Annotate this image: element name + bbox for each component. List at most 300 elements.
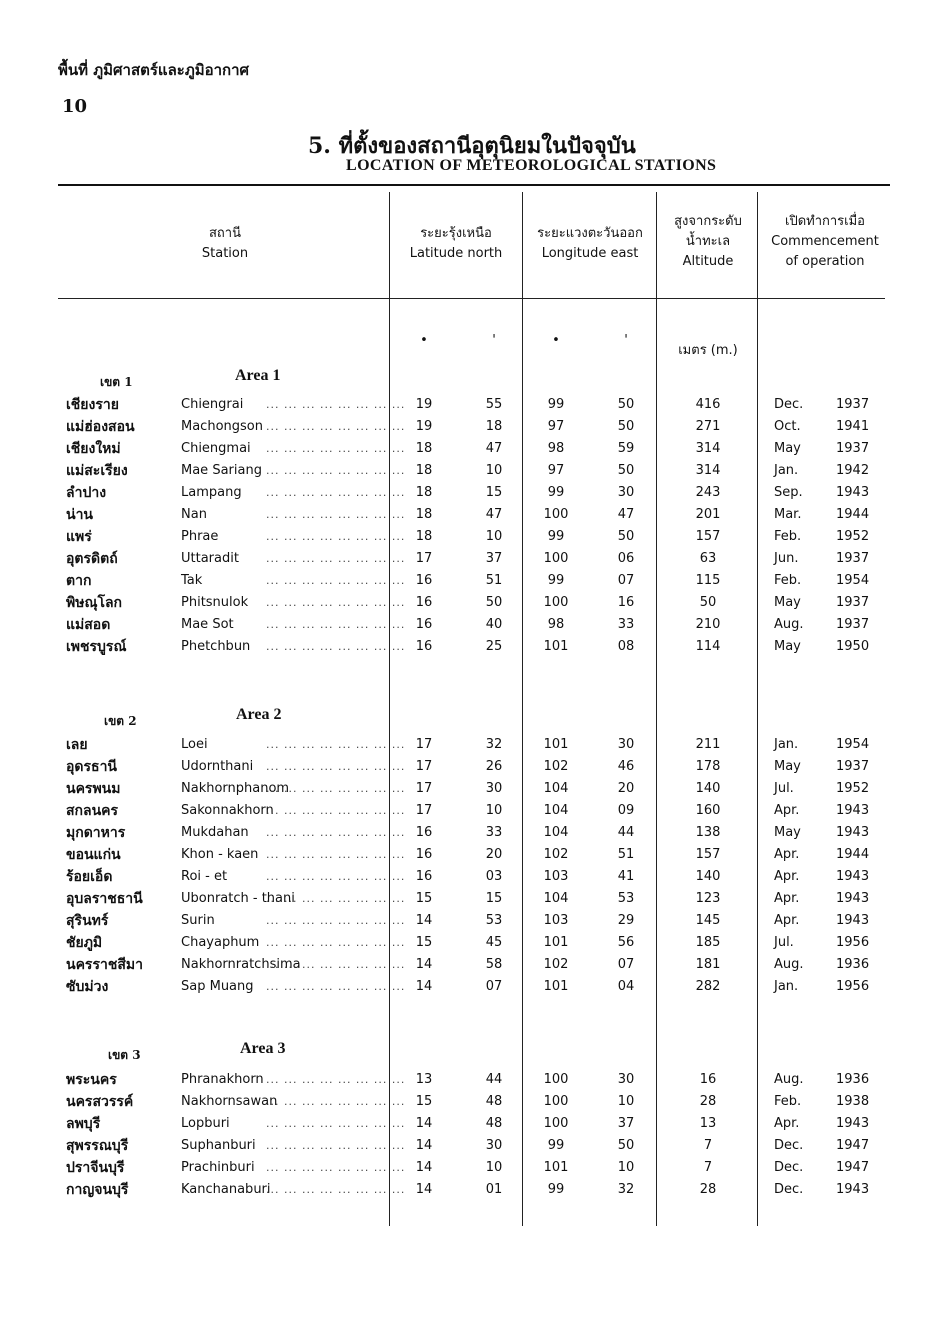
longitude-minutes: 53: [617, 891, 635, 906]
latitude-degrees: 18: [415, 485, 433, 500]
station-thai-name: เชียงราย: [66, 397, 119, 413]
longitude-minutes: 10: [617, 1160, 635, 1175]
station-name: Udornthani: [181, 759, 254, 774]
altitude-value: 115: [695, 573, 721, 588]
station-name: Mae Sariang: [181, 463, 262, 478]
table-row: [0, 1069, 941, 1091]
altitude-value: 210: [695, 617, 721, 632]
table-row: [0, 756, 941, 778]
operation-year: 1943: [836, 869, 870, 884]
operation-month: Dec.: [774, 397, 804, 412]
operation-year: 1943: [836, 913, 870, 928]
operation-month: Dec.: [774, 1182, 804, 1197]
operation-month: Sep.: [774, 485, 803, 500]
station-name: Nakhornsawan: [181, 1094, 278, 1109]
latitude-degrees: 19: [415, 397, 433, 412]
operation-year: 1954: [836, 737, 870, 752]
table-row: [0, 394, 941, 416]
latitude-degrees: 17: [415, 737, 433, 752]
latitude-minutes: 15: [485, 485, 503, 500]
column-header-operation-thai: เปิดทำการเมื่อ: [785, 214, 865, 229]
longitude-degrees: 103: [543, 913, 569, 928]
latitude-degrees: 15: [415, 891, 433, 906]
latitude-degrees: 14: [415, 1160, 433, 1175]
operation-month: May: [774, 825, 801, 840]
latitude-minutes: 53: [485, 913, 503, 928]
operation-month: May: [774, 759, 801, 774]
longitude-minutes: 29: [617, 913, 635, 928]
column-header-longitude-english: Longitude east: [541, 246, 639, 261]
station-name: Kanchanaburi: [181, 1182, 271, 1197]
latitude-minutes: 03: [485, 869, 503, 884]
table-row: [0, 636, 941, 658]
altitude-value: 28: [699, 1094, 717, 1109]
page-number: 10: [62, 96, 88, 117]
station-thai-name: นครสวรรค์: [66, 1094, 134, 1110]
station-thai-name: เชียงใหม่: [66, 441, 121, 457]
altitude-value: 181: [695, 957, 721, 972]
station-thai-name: อุบลราชธานี: [66, 891, 143, 907]
operation-month: Jul.: [774, 781, 794, 796]
station-thai-name: พระนคร: [66, 1072, 117, 1088]
longitude-degrees: 101: [543, 639, 569, 654]
operation-month: Apr.: [774, 913, 800, 928]
operation-month: Feb.: [774, 573, 802, 588]
leader-dots: ... ... ... ... ... ... ... ...: [266, 398, 406, 411]
latitude-minutes: 32: [485, 737, 503, 752]
operation-year: 1937: [836, 595, 870, 610]
latitude-minutes: 15: [485, 891, 503, 906]
operation-year: 1938: [836, 1094, 870, 1109]
latitude-degrees: 16: [415, 617, 433, 632]
altitude-value: 314: [695, 463, 721, 478]
leader-dots: ... ... ... ... ... ... ... ...: [266, 914, 406, 927]
station-thai-name: แม่สอด: [66, 617, 111, 633]
longitude-minutes: 44: [617, 825, 635, 840]
operation-month: Oct.: [774, 419, 801, 434]
operation-year: 1944: [836, 847, 870, 862]
latitude-minutes: 51: [485, 573, 503, 588]
longitude-degrees: 104: [543, 781, 569, 796]
area-label-thai: เขต 2: [104, 714, 137, 728]
leader-dots: ... ... ... ... ... ... ... ...: [266, 618, 406, 631]
table-row: [0, 844, 941, 866]
longitude-degrees: 100: [543, 551, 569, 566]
column-header-altitude-thai-1: สูงจากระดับ: [674, 214, 742, 229]
altitude-value: 157: [695, 847, 721, 862]
table-row: [0, 460, 941, 482]
longitude-minutes: 50: [617, 397, 635, 412]
latitude-degrees: 16: [415, 573, 433, 588]
operation-month: Feb.: [774, 529, 802, 544]
station-name: Lampang: [181, 485, 242, 500]
longitude-degrees: 99: [547, 573, 565, 588]
table-row: [0, 822, 941, 844]
column-header-operation: [760, 212, 890, 272]
leader-dots: ... ... ... ... ... ... ... ...: [266, 782, 406, 795]
longitude-minutes: 20: [617, 781, 635, 796]
altitude-value: 123: [695, 891, 721, 906]
operation-year: 1941: [836, 419, 870, 434]
longitude-degrees: 97: [547, 419, 565, 434]
latitude-minutes: 45: [485, 935, 503, 950]
longitude-degrees: 99: [547, 1182, 565, 1197]
longitude-degrees: 100: [543, 595, 569, 610]
station-name: Nan: [181, 507, 207, 522]
latitude-minutes: 18: [485, 419, 503, 434]
column-header-latitude-english: Latitude north: [409, 246, 503, 261]
leader-dots: ... ... ... ... ... ... ... ...: [266, 464, 406, 477]
station-name: Mae Sot: [181, 617, 234, 632]
longitude-degrees: 104: [543, 825, 569, 840]
column-header-latitude-thai: ระยะรุ้งเหนือ: [420, 226, 492, 241]
longitude-minutes: 56: [617, 935, 635, 950]
table-row: [0, 614, 941, 636]
longitude-minutes: 10: [617, 1094, 635, 1109]
station-thai-name: เพชรบูรณ์: [66, 639, 127, 655]
leader-dots: ... ... ... ... ... ... ... ...: [266, 936, 406, 949]
station-name: Nakhornphanom: [181, 781, 290, 796]
latitude-degrees: 16: [415, 869, 433, 884]
latitude-minutes: 30: [485, 1138, 503, 1153]
latitude-degrees: 16: [415, 825, 433, 840]
leader-dots: ... ... ... ... ... ... ... ...: [266, 1161, 406, 1174]
leader-dots: ... ... ... ... ... ... ... ...: [266, 574, 406, 587]
operation-year: 1937: [836, 397, 870, 412]
operation-year: 1956: [836, 979, 870, 994]
station-thai-name: อุตรดิตถ์: [66, 551, 118, 567]
station-name: Phitsnulok: [181, 595, 249, 610]
longitude-degrees: 104: [543, 803, 569, 818]
longitude-minutes: 51: [617, 847, 635, 862]
leader-dots: ... ... ... ... ... ... ... ...: [266, 848, 406, 861]
longitude-degrees: 99: [547, 1138, 565, 1153]
latitude-degrees: 14: [415, 1182, 433, 1197]
operation-year: 1943: [836, 803, 870, 818]
operation-month: May: [774, 441, 801, 456]
station-thai-name: อุดรธานี: [66, 759, 117, 775]
leader-dots: ... ... ... ... ... ... ... ...: [266, 804, 406, 817]
altitude-value: 211: [695, 737, 721, 752]
longitude-minutes: 08: [617, 639, 635, 654]
operation-year: 1947: [836, 1138, 870, 1153]
area-label-thai: เขต 1: [100, 375, 133, 389]
altitude-value: 201: [695, 507, 721, 522]
altitude-value: 157: [695, 529, 721, 544]
station-name: Chiengmai: [181, 441, 251, 456]
station-thai-name: เลย: [66, 737, 88, 753]
operation-month: Apr.: [774, 891, 800, 906]
latitude-degrees: 17: [415, 551, 433, 566]
latitude-degrees: 14: [415, 979, 433, 994]
operation-year: 1952: [836, 781, 870, 796]
column-header-longitude-thai: ระยะแวงตะวันออก: [537, 226, 643, 241]
latitude-degrees: 16: [415, 595, 433, 610]
longitude-degrees: 99: [547, 397, 565, 412]
station-name: Lopburi: [181, 1116, 230, 1131]
latitude-degrees: 15: [415, 1094, 433, 1109]
table-row: [0, 482, 941, 504]
station-thai-name: ลำปาง: [66, 485, 107, 501]
station-name: Sakonnakhorn: [181, 803, 274, 818]
latitude-minutes: 40: [485, 617, 503, 632]
longitude-degrees: 99: [547, 485, 565, 500]
latitude-degrees: 18: [415, 463, 433, 478]
operation-year: 1937: [836, 617, 870, 632]
table-top-rule: [58, 184, 890, 186]
leader-dots: ... ... ... ... ... ... ... ...: [266, 958, 406, 971]
column-header-operation-english-1: Commencement: [771, 234, 879, 249]
column-header-latitude: [392, 224, 520, 264]
operation-month: Aug.: [774, 1072, 804, 1087]
operation-year: 1937: [836, 441, 870, 456]
station-thai-name: น่าน: [66, 507, 94, 523]
operation-month: Aug.: [774, 617, 804, 632]
leader-dots: ... ... ... ... ... ... ... ...: [266, 738, 406, 751]
operation-year: 1943: [836, 485, 870, 500]
station-thai-name: ซับม่วง: [66, 979, 109, 995]
longitude-degrees: 100: [543, 507, 569, 522]
leader-dots: ... ... ... ... ... ... ... ...: [266, 1183, 406, 1196]
station-name: Sap Muang: [181, 979, 254, 994]
longitude-minutes: 16: [617, 595, 635, 610]
latitude-degrees: 16: [415, 639, 433, 654]
latitude-minutes: 48: [485, 1116, 503, 1131]
altitude-value: 50: [699, 595, 717, 610]
station-thai-name: แม่สะเรียง: [66, 463, 128, 479]
station-thai-name: นครราชสีมา: [66, 957, 143, 973]
leader-dots: ... ... ... ... ... ... ... ...: [266, 892, 406, 905]
table-row: [0, 438, 941, 460]
altitude-value: 282: [695, 979, 721, 994]
longitude-minutes: 50: [617, 1138, 635, 1153]
longitude-minutes: 46: [617, 759, 635, 774]
longitude-minutes: 47: [617, 507, 635, 522]
station-thai-name: สกลนคร: [66, 803, 119, 819]
station-thai-name: สุพรรณบุรี: [66, 1138, 129, 1154]
table-row: [0, 778, 941, 800]
table-header-rule: [58, 298, 885, 299]
altitude-value: 314: [695, 441, 721, 456]
latitude-minutes: 07: [485, 979, 503, 994]
station-name: Loei: [181, 737, 208, 752]
latitude-degrees: 13: [415, 1072, 433, 1087]
station-thai-name: นครพนม: [66, 781, 121, 797]
operation-year: 1952: [836, 529, 870, 544]
longitude-degrees: 101: [543, 935, 569, 950]
operation-month: Jun.: [774, 551, 799, 566]
operation-year: 1956: [836, 935, 870, 950]
table-row: [0, 570, 941, 592]
operation-year: 1947: [836, 1160, 870, 1175]
longitude-degrees: 97: [547, 463, 565, 478]
operation-month: Aug.: [774, 957, 804, 972]
unit-lat-minute: ': [492, 333, 496, 348]
altitude-value: 63: [699, 551, 717, 566]
altitude-value: 243: [695, 485, 721, 500]
column-header-altitude: [658, 212, 758, 272]
latitude-minutes: 44: [485, 1072, 503, 1087]
latitude-minutes: 20: [485, 847, 503, 862]
latitude-minutes: 55: [485, 397, 503, 412]
station-thai-name: แม่ฮ่องสอน: [66, 419, 135, 435]
operation-month: Dec.: [774, 1160, 804, 1175]
latitude-minutes: 47: [485, 441, 503, 456]
station-name: Prachinburi: [181, 1160, 255, 1175]
altitude-value: 114: [695, 639, 721, 654]
altitude-value: 16: [699, 1072, 717, 1087]
operation-year: 1937: [836, 759, 870, 774]
latitude-minutes: 30: [485, 781, 503, 796]
latitude-degrees: 14: [415, 913, 433, 928]
station-thai-name: ตาก: [66, 573, 92, 589]
table-row: [0, 416, 941, 438]
station-thai-name: พิษณุโลก: [66, 595, 123, 611]
latitude-minutes: 47: [485, 507, 503, 522]
table-row: [0, 1157, 941, 1179]
longitude-minutes: 50: [617, 529, 635, 544]
station-thai-name: ร้อยเอ็ด: [66, 869, 113, 885]
operation-year: 1944: [836, 507, 870, 522]
table-row: [0, 1113, 941, 1135]
latitude-degrees: 18: [415, 441, 433, 456]
latitude-minutes: 58: [485, 957, 503, 972]
running-header: พื้นที่ ภูมิศาสตร์และภูมิอากาศ: [58, 61, 250, 79]
latitude-minutes: 25: [485, 639, 503, 654]
title-thai: 5. ที่ตั้งของสถานีอุตุนิยมในปัจจุบัน: [308, 133, 636, 159]
leader-dots: ... ... ... ... ... ... ... ...: [266, 596, 406, 609]
altitude-value: 145: [695, 913, 721, 928]
table-row: [0, 504, 941, 526]
leader-dots: ... ... ... ... ... ... ... ...: [266, 1073, 406, 1086]
unit-lon-minute: ': [624, 333, 628, 348]
operation-month: May: [774, 639, 801, 654]
latitude-degrees: 17: [415, 759, 433, 774]
altitude-value: 140: [695, 781, 721, 796]
operation-month: Apr.: [774, 803, 800, 818]
table-row: [0, 734, 941, 756]
column-header-station-thai: สถานี: [209, 226, 241, 241]
table-row: [0, 548, 941, 570]
longitude-minutes: 07: [617, 573, 635, 588]
table-row: [0, 1179, 941, 1201]
longitude-minutes: 06: [617, 551, 635, 566]
altitude-value: 271: [695, 419, 721, 434]
longitude-minutes: 07: [617, 957, 635, 972]
station-thai-name: ขอนแก่น: [66, 847, 121, 863]
altitude-value: 178: [695, 759, 721, 774]
operation-year: 1943: [836, 891, 870, 906]
longitude-minutes: 30: [617, 1072, 635, 1087]
longitude-degrees: 101: [543, 979, 569, 994]
station-name: Ubonratch - thani: [181, 891, 295, 906]
latitude-minutes: 10: [485, 463, 503, 478]
operation-month: Jul.: [774, 935, 794, 950]
station-name: Phetchbun: [181, 639, 251, 654]
table-row: [0, 888, 941, 910]
latitude-minutes: 33: [485, 825, 503, 840]
latitude-minutes: 50: [485, 595, 503, 610]
longitude-minutes: 59: [617, 441, 635, 456]
latitude-minutes: 10: [485, 529, 503, 544]
table-row: [0, 1091, 941, 1113]
leader-dots: ... ... ... ... ... ... ... ...: [266, 508, 406, 521]
station-thai-name: กาญจนบุรี: [66, 1182, 129, 1198]
operation-year: 1936: [836, 1072, 870, 1087]
longitude-degrees: 102: [543, 957, 569, 972]
operation-month: Feb.: [774, 1094, 802, 1109]
operation-month: Jan.: [774, 737, 799, 752]
unit-lon-degree: •: [552, 333, 560, 348]
table-row: [0, 1135, 941, 1157]
longitude-minutes: 09: [617, 803, 635, 818]
leader-dots: ... ... ... ... ... ... ... ...: [266, 1095, 406, 1108]
station-name: Nakhornratchsima: [181, 957, 301, 972]
altitude-value: 7: [703, 1160, 713, 1175]
operation-year: 1937: [836, 551, 870, 566]
longitude-degrees: 98: [547, 441, 565, 456]
unit-altitude: เมตร (m.): [678, 343, 738, 358]
operation-year: 1950: [836, 639, 870, 654]
station-name: Phrae: [181, 529, 219, 544]
latitude-minutes: 26: [485, 759, 503, 774]
longitude-minutes: 04: [617, 979, 635, 994]
operation-month: Dec.: [774, 1138, 804, 1153]
station-thai-name: แพร่: [66, 529, 92, 545]
longitude-minutes: 33: [617, 617, 635, 632]
longitude-degrees: 100: [543, 1116, 569, 1131]
area-label: Area 3: [240, 1040, 286, 1057]
leader-dots: ... ... ... ... ... ... ... ...: [266, 640, 406, 653]
operation-year: 1943: [836, 825, 870, 840]
longitude-degrees: 102: [543, 759, 569, 774]
station-name: Khon - kaen: [181, 847, 259, 862]
latitude-minutes: 10: [485, 1160, 503, 1175]
longitude-degrees: 98: [547, 617, 565, 632]
latitude-degrees: 14: [415, 1138, 433, 1153]
altitude-value: 28: [699, 1182, 717, 1197]
longitude-minutes: 30: [617, 485, 635, 500]
latitude-minutes: 37: [485, 551, 503, 566]
altitude-value: 160: [695, 803, 721, 818]
latitude-minutes: 10: [485, 803, 503, 818]
latitude-degrees: 15: [415, 935, 433, 950]
leader-dots: ... ... ... ... ... ... ... ...: [266, 552, 406, 565]
latitude-degrees: 14: [415, 957, 433, 972]
longitude-minutes: 32: [617, 1182, 635, 1197]
column-header-altitude-english: Altitude: [682, 254, 734, 269]
station-thai-name: มุกดาหาร: [66, 825, 126, 841]
table-row: [0, 976, 941, 998]
area-label-thai: เขต 3: [108, 1048, 141, 1062]
operation-year: 1943: [836, 1182, 870, 1197]
column-header-station-english: Station: [201, 246, 249, 261]
altitude-value: 13: [699, 1116, 717, 1131]
operation-year: 1943: [836, 1116, 870, 1131]
latitude-degrees: 17: [415, 781, 433, 796]
operation-year: 1954: [836, 573, 870, 588]
longitude-degrees: 100: [543, 1072, 569, 1087]
area-label: Area 2: [236, 706, 282, 723]
longitude-minutes: 37: [617, 1116, 635, 1131]
altitude-value: 416: [695, 397, 721, 412]
leader-dots: ... ... ... ... ... ... ... ...: [266, 420, 406, 433]
table-row: [0, 866, 941, 888]
leader-dots: ... ... ... ... ... ... ... ...: [266, 530, 406, 543]
station-thai-name: ลพบุรี: [66, 1116, 101, 1132]
latitude-minutes: 01: [485, 1182, 503, 1197]
column-header-operation-english-2: of operation: [785, 254, 865, 269]
